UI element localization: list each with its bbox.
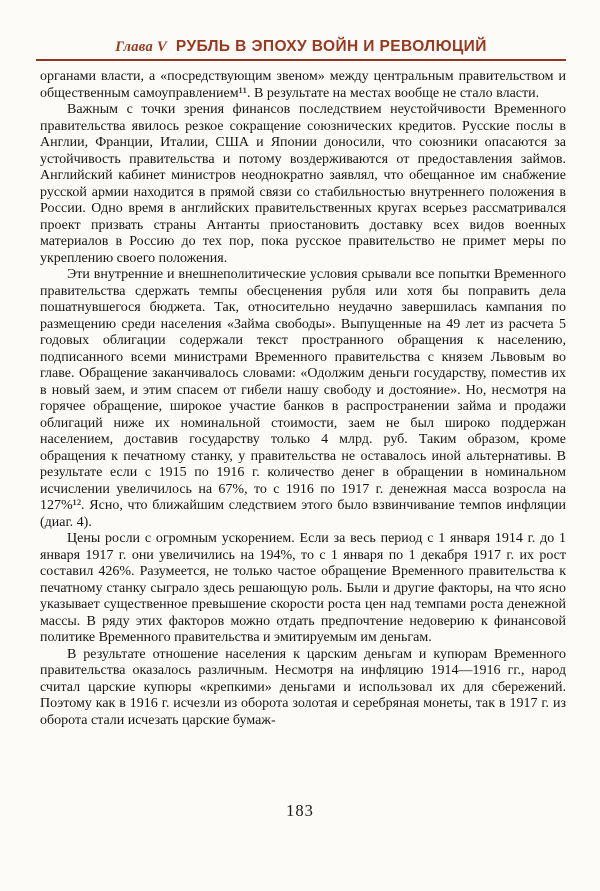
chapter-header (37, 38, 565, 56)
body-text (40, 69, 566, 729)
paragraph: Цены росли с огромным ускорением. Если за весь период с 1 января 1914 г. до 1 января 1917 г. они увеличились на 194%, то с 1 января по 1 декабря 1917 г. их рост составил 426%. Разумеется, не только частое обращение Временного правительства к печатному станку сыграло здесь решающую роль. Были и другие факторы, на что ясно указывает существенное превышение скорости роста цен над темпами роста денежной массы. В ряду этих факторов можно отдать предпочтение недоверию к финансовой политике Временного правительства и эмитируемым им деньгам. (40, 531, 566, 645)
page-number: 183 (286, 801, 314, 820)
chapter-label: Глава V (115, 39, 167, 55)
chapter-title: РУБЛЬ В ЭПОХУ ВОЙН И РЕВОЛЮЦИЙ (175, 38, 487, 55)
paragraph: В результате отношение населения к царским деньгам и купюрам Временного правительства оказалось различным. Несмотря на инфляцию 1914—1916 гг., народ считал царские купюры «крепкими» деньгами и использовал их для сбережений. Поэтому как в 1916 г. исчезли из оборота золотая и серебряная монеты, так в 1917 г. из оборота стали исчезать царские бумаж- (40, 646, 566, 728)
paragraph: Эти внутренние и внешнеполитические условия срывали все попытки Временного правительства сдержать темпы обесценения рубля или хотя бы поправить дела пошатнувшегося бюджета. Так, относительно неудачно завершилась кампания по размещению среди населения «Займа свободы». Выпущенные на 49 лет из расчета 5 годовых облигации содержали текст пространного обращения к населению, подписанного всеми министрами Временного правительства с князем Львовым во главе. Обращение заканчивалось словами: «Одолжим деньги государству, поместив их в новый заем, и этим спасем от гибели нашу свободу и достояние». Но, несмотря на горячее обращение, широкое участие банков в распространении займа и продажи облигаций ниже их номинальной стоимости, заем не был широко поддержан населением, доставив государству только 4 млрд. руб. Таким образом, кроме обращения к печатному станку, у правительства не оставалось иной альтернативы. В результате если с 1915 по 1916 г. количество денег в обращении в номинальном исчислении увеличилось на 67%, то с 1916 по 1917 г. денежная масса возросла на 127%¹². Ясно, что ближайшим следствием этого было взвинчивание темпов инфляции (диаг. 4). (40, 267, 566, 530)
header-rule (36, 59, 566, 61)
paragraph: Важным с точки зрения финансов последствием неустойчивости Временного правительства явилось резкое сокращение союзнических кредитов. Русские послы в Англии, Франции, Италии, США и Японии доносили, что союзники опасаются за устойчивость правительства и потому воздерживаются от предоставления займов. Английский кабинет министров неоднократно заявлял, что обещанное им снабжение русской армии находится в прямой связи со стабильностью внутреннего положения в России. Одно время в английских правительственных кругах всерьез рассматривался проект призвать страны Антанты приостановить доставку всех видов военных материалов в Россию до тех пор, пока русское правительство не примет меры по укреплению своего положения. (40, 102, 566, 266)
paragraph: органами власти, а «посредствующим звеном» между центральным правительством и общественным самоуправлением¹¹. В результате на местах вообще не стало власти. (40, 69, 566, 101)
